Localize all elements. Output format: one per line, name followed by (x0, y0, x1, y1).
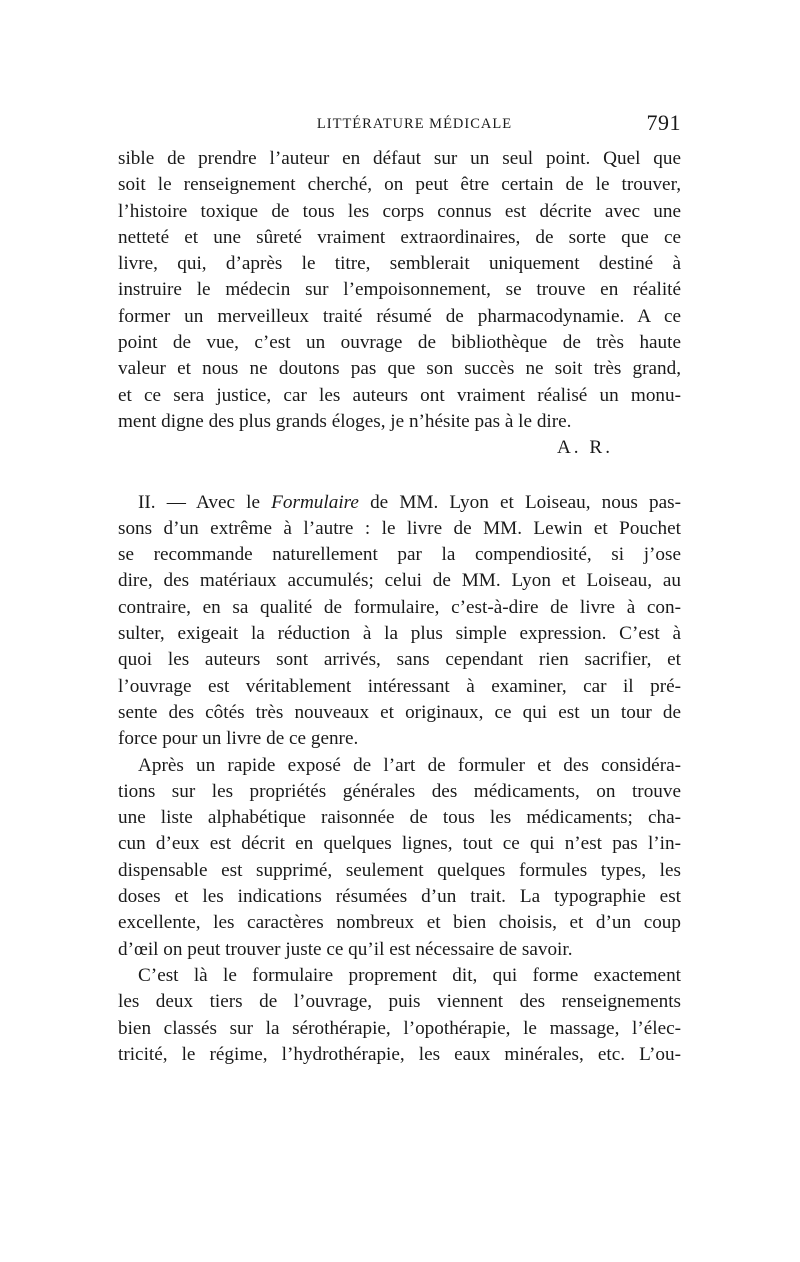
paragraph-continuation (118, 146, 681, 462)
text-line: l’ouvrage est véritablement intéressant à examiner, car il pré- (118, 675, 681, 697)
section-gap (118, 462, 681, 490)
text-line: se recommande naturellement par la compendiosité, si j’ose (118, 544, 681, 566)
text-line: cun d’eux est décrit en quelques lignes, tout ce qui n’est pas l’in- (118, 833, 681, 855)
text-line: force pour un livre de ce genre. (118, 728, 359, 750)
text-line: instruire le médecin sur l’empoisonnement, se trouve en réalité (118, 279, 681, 301)
page-number: 791 (646, 110, 681, 135)
running-title: LITTÉRATURE MÉDICALE (316, 116, 513, 132)
text-line (118, 490, 681, 516)
text-line: Après un rapide exposé de l’art de formuler et des considéra- (138, 754, 681, 776)
text-line: sons d’un extrême à l’autre : le livre de MM. Lewin et Pouchet (118, 517, 681, 539)
text-line: dire, des matériaux accumulés; celui de MM. Lyon et Loiseau, au (118, 570, 681, 592)
section-opening: II. — Avec le (138, 491, 272, 513)
text-line: C’est là le formulaire proprement dit, qui forme exactement (138, 964, 681, 986)
text-line: sente des côtés très nouveaux et originaux, ce qui est un tour de (118, 701, 681, 723)
text-line: les deux tiers de l’ouvrage, puis viennent des renseignements (118, 991, 681, 1013)
text-line: d’œil on peut trouver juste ce qu’il est nécessaire de savoir. (118, 938, 573, 960)
text-line: former un merveilleux traité résumé de pharmacodynamie. A ce (118, 305, 681, 327)
text-line: soit le renseignement cherché, on peut être certain de le trouver, (118, 174, 681, 196)
text-line: contraire, en sa qualité de formulaire, c’est-à-dire de livre à con- (118, 596, 681, 618)
text-line: tions sur les propriétés générales des médicaments, on trouve (118, 780, 681, 802)
text-line: doses et les indications résumées d’un trait. La typographie est (118, 886, 681, 908)
paragraph-description (118, 753, 681, 963)
text-line: sulter, exigeait la réduction à la plus simple expression. C’est à (118, 623, 681, 645)
text-line: point de vue, c’est un ouvrage de bibliothèque de très haute (118, 332, 681, 354)
text-line: tricité, le régime, l’hydrothérapie, les eaux minérales, etc. L’ou- (118, 1043, 681, 1065)
section-opening-rest: de MM. Lyon et Loiseau, nous pas- (358, 491, 681, 513)
text-line: bien classés sur la sérothérapie, l’opothérapie, le massage, l’élec- (118, 1017, 681, 1039)
paragraph-contents (118, 963, 681, 1068)
text-line: livre, qui, d’après le titre, semblerait uniquement destiné à (118, 253, 681, 275)
author-signature: A. R. (556, 437, 613, 459)
paragraph-formulaire (118, 490, 681, 753)
text-line: l’histoire toxique de tous les corps connus est décrite avec une (118, 200, 681, 222)
text-line: netteté et une sûreté vraiment extraordinaires, de sorte que ce (118, 226, 681, 248)
text-line: sible de prendre l’auteur en défaut sur un seul point. Quel que (118, 148, 681, 169)
text-line: ment digne des plus grands éloges, je n’hésite pas à le dire. (118, 410, 572, 432)
text-line: dispensable est supprimé, seulement quelques formules types, les (118, 859, 681, 881)
text-line: valeur et nous ne doutons pas que son succès ne soit très grand, (118, 358, 681, 380)
running-head (118, 108, 681, 142)
body-text (118, 146, 681, 1068)
book-title: Formulaire (271, 491, 359, 513)
text-line: quoi les auteurs sont arrivés, sans cependant rien sacrifier, et (118, 649, 681, 671)
book-page (118, 108, 681, 1068)
text-line: une liste alphabétique raisonnée de tous les médicaments; cha- (118, 807, 681, 829)
text-line: et ce sera justice, car les auteurs ont vraiment réalisé un monu- (118, 384, 681, 406)
text-line: excellente, les caractères nombreux et bien choisis, et d’un coup (118, 912, 681, 934)
